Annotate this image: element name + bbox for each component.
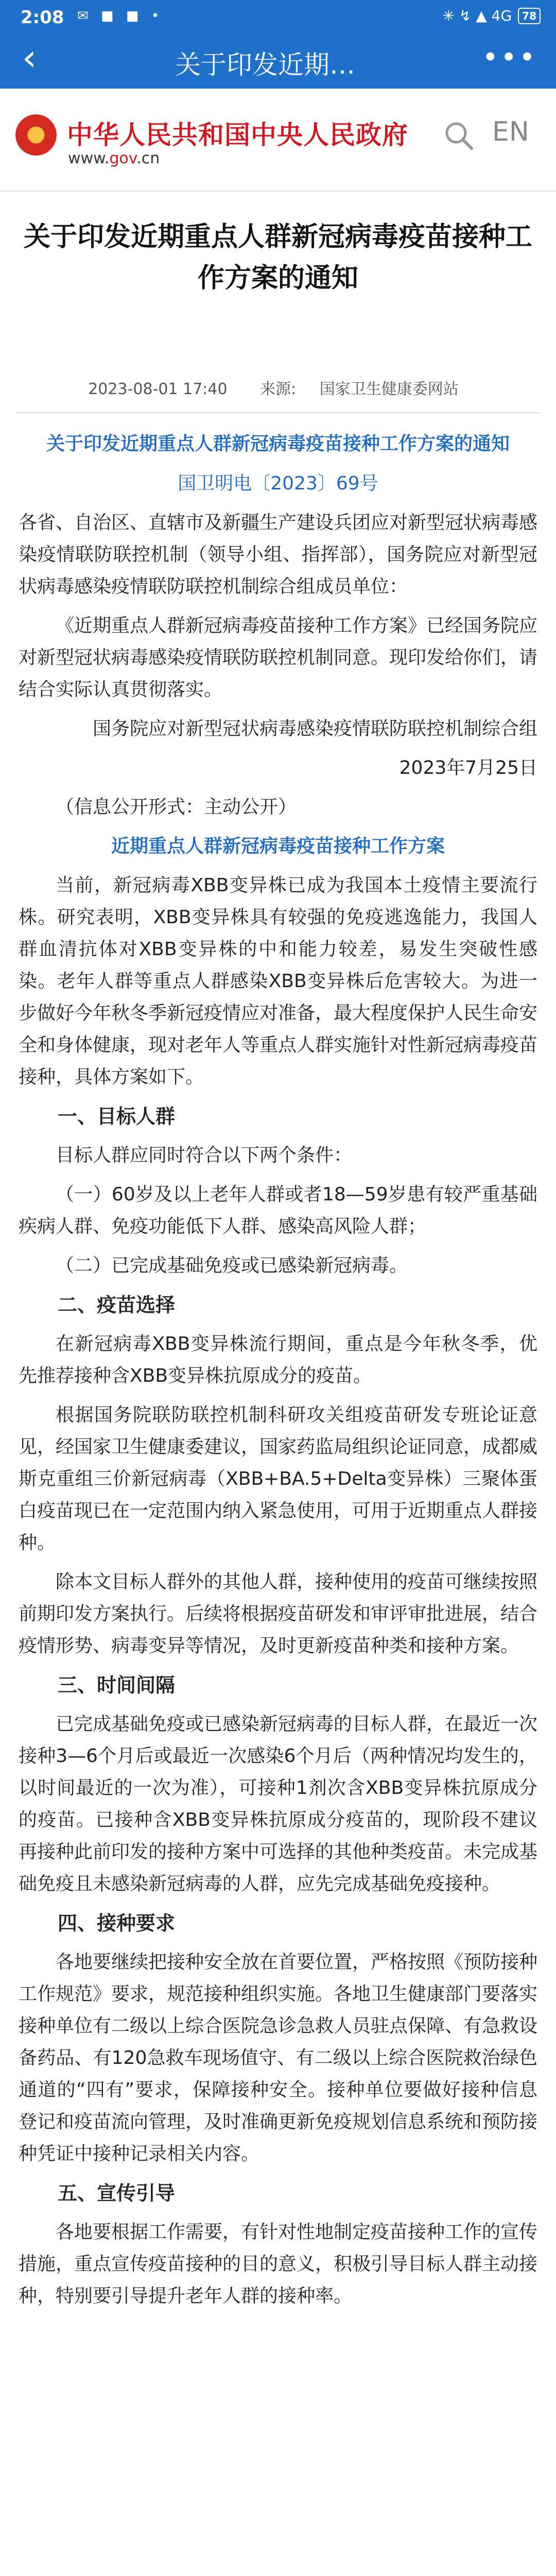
- section2-p1: 在新冠病毒XBB变异株流行期间，重点是今年秋冬季，优先推荐接种含XBB变异株抗原成分的疫苗。: [19, 1333, 537, 1386]
- section1-p2: （一）60岁及以上老年人群或者18—59岁患有较严重基础疾病人群、免疫功能低下人群、感染高风险人群；: [19, 1184, 537, 1237]
- section-title-1: 一、目标人群: [58, 1105, 176, 1128]
- page-title: 关于印发近期…: [175, 50, 355, 80]
- section4-p1: 各地要继续把接种安全放在首要位置，严格按照《预防接种工作规范》要求，规范接种组织实施。各地卫生健康部门要落实接种单位有二级以上综合医院急诊急救人员驻点保障、有急救设备药品、有120急救车现场值守、有二级以上综合医院救治绿色通道的“四有”要求，保障接种安全。接种单位要做好接种信息登记和疫苗流向管理，及时准确更新免疫规划信息系统和预防接种凭证中接种记录相关内容。: [19, 1952, 538, 2164]
- signal-icons: ✳ ↯ ▲ 4G: [442, 7, 512, 24]
- site-url-prefix: www.: [68, 149, 110, 167]
- status-time: 2:08: [21, 7, 64, 28]
- site-url-gov: gov: [109, 149, 137, 167]
- search-icon[interactable]: [443, 120, 475, 151]
- article-date: 2023-08-01 17:40: [88, 380, 228, 398]
- section2-p3: 除本文目标人群外的其他人群，接种使用的疫苗可继续按照前期印发方案执行。后续将根据疫苗研发和审评审批进展，结合疫情形势、病毒变异等情况，及时更新疫苗种类和接种方案。: [19, 1571, 538, 1656]
- title-bar: [0, 32, 556, 89]
- article-body: [19, 428, 537, 2319]
- disclosure: （信息公开形式：主动公开）: [56, 796, 297, 818]
- section1-p1: 目标人群应同时符合以下两个条件：: [56, 1145, 353, 1166]
- back-icon[interactable]: ‹: [22, 37, 37, 79]
- site-url-suffix: .cn: [136, 149, 160, 167]
- signer: 国务院应对新型冠状病毒感染疫情联防联控机制综合组: [92, 718, 537, 739]
- battery-icon: 78: [518, 8, 541, 24]
- article-meta: [0, 376, 556, 399]
- more-icon[interactable]: •••: [482, 41, 537, 74]
- article-source: 国家卫生健康委网站: [319, 380, 459, 398]
- site-header: [0, 89, 556, 192]
- status-bar: [0, 0, 556, 32]
- notification-icons: ✉ ■ ■ •: [77, 8, 164, 24]
- section-title-5: 五、宣传引导: [58, 2182, 176, 2205]
- sub-headline: 关于印发近期重点人群新冠病毒疫苗接种工作方案的通知: [46, 433, 510, 454]
- section-title-3: 三、时间间隔: [58, 1674, 176, 1697]
- section1-p3: （二）已完成基础免疫或已感染新冠病毒。: [56, 1255, 408, 1276]
- section2-p2: 根据国务院联防联控机制科研攻关组疫苗研发专班论证意见，经国家卫生健康委建议，国家药监局组织论证同意，成都威斯克重组三价新冠病毒（XBB+BA.5+Delta变异株）三聚体蛋白疫苗现已在一定范围内纳入紧急使用，可用于近期重点人群接种。: [19, 1404, 538, 1553]
- article-headline: 关于印发近期重点人群新冠病毒疫苗接种工作方案的通知: [23, 222, 532, 294]
- divider: [15, 412, 541, 413]
- sign-date: 2023年7月25日: [399, 757, 537, 778]
- system-icons: [442, 7, 541, 24]
- section3-p1: 已完成基础免疫或已感染新冠病毒的目标人群，在最近一次接种3—6个月后或最近一次感染6个月后（两种情况均发生的，以时间最近的一次为准），可接种1剂次含XBB变异株抗原成分的疫苗。已接种含XBB变异株抗原成分疫苗的，现阶段不建议再接种此前印发的接种方案中可选择的其他种类疫苗。未完成基础免疫且未感染新冠病毒的人群，应先完成基础免疫接种。: [19, 1714, 538, 1894]
- section-title-2: 二、疫苗选择: [58, 1294, 176, 1316]
- section-title-4: 四、接种要求: [58, 1912, 176, 1935]
- national-emblem-icon[interactable]: [15, 114, 57, 156]
- addressee: 各省、自治区、直辖市及新疆生产建设兵团应对新型冠状病毒感染疫情联防联控机制（领导小组、指挥部），国务院应对新型冠状病毒感染疫情联防联控机制综合组成员单位：: [19, 512, 538, 597]
- intro-paragraph: 当前，新冠病毒XBB变异株已成为我国本土疫情主要流行株。研究表明，XBB变异株具有较强的免疫逃逸能力，我国人群血清抗体对XBB变异株的中和能力较差，易发生突破性感染。老年人群等重点人群感染XBB变异株后危害较大。为进一步做好今年秋冬季新冠疫情应对准备，最大程度保护人民生命安全和身体健康，现对老年人等重点人群实施针对性新冠病毒疫苗接种，具体方案如下。: [19, 875, 538, 1088]
- document-number: 国卫明电〔2023〕69号: [178, 473, 378, 494]
- plan-title: 近期重点人群新冠病毒疫苗接种工作方案: [111, 836, 445, 857]
- source-label: 来源:: [260, 380, 297, 398]
- section5-p1: 各地要根据工作需要，有针对性地制定疫苗接种工作的宣传措施，重点宣传疫苗接种的目的意义，积极引导目标人群主动接种，特别要引导提升老年人群的接种率。: [19, 2222, 538, 2307]
- body-paragraph: 《近期重点人群新冠病毒疫苗接种工作方案》已经国务院应对新型冠状病毒感染疫情联防联控机制同意。现印发给你们，请结合实际认真贯彻落实。: [19, 615, 538, 700]
- site-url: [68, 149, 160, 167]
- site-name[interactable]: 中华人民共和国中央人民政府: [67, 120, 408, 150]
- language-switch[interactable]: EN: [492, 116, 529, 147]
